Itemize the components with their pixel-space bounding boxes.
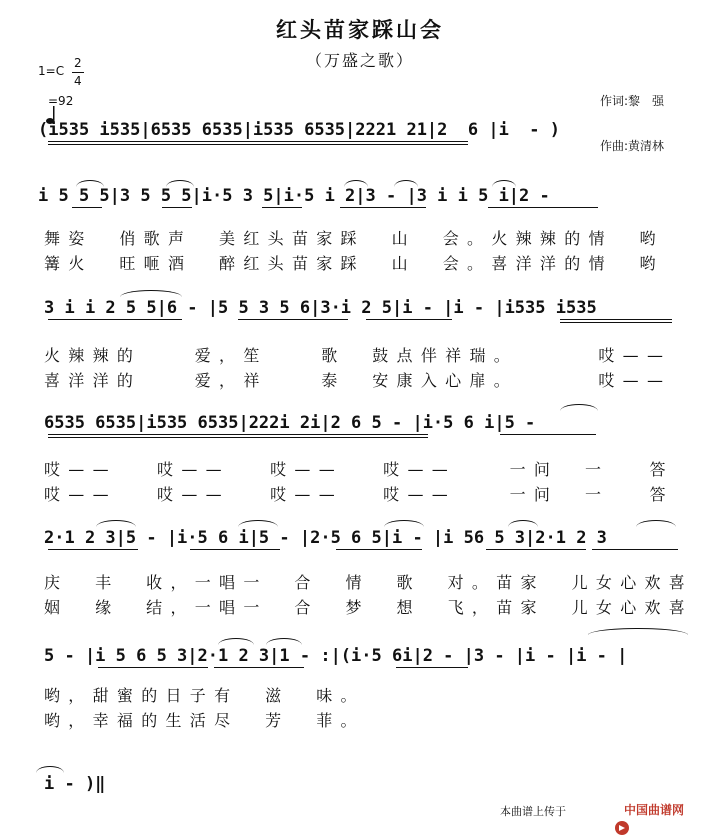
time-signature-top: 2 <box>74 56 82 70</box>
score-title: 红头苗家踩山会 <box>276 18 444 42</box>
credits <box>600 64 664 169</box>
notation-line-4: 6535 6535|i535 6535|222i 2i|2 6 5 - |i·5 6 i|5 - <box>44 413 546 433</box>
notation-line-2: i 5 5 5|3 5 5 5|i·5 3 5|i·5 i 2|3 - |3 i i 5 i|2 - <box>38 186 560 206</box>
lyric-line-3-verse-2: 喜洋洋的 爱，祥 泰 安康入心扉。 哎—— <box>44 371 672 390</box>
composer-credit: 作曲:黄清林 <box>600 139 665 153</box>
lyric-line-6-verse-1: 哟，甜蜜的日子有 滋 味。 <box>44 686 365 705</box>
notation-line-6: 5 - |i 5 6 5 3|2·1 2 3|1 - :|(i·5 6i|2 - |3 - |i - |i - | <box>44 646 628 666</box>
score-subtitle: （万盛之歌） <box>305 51 414 70</box>
key-signature: 1=C <box>38 64 65 78</box>
lyric-line-3-verse-1: 火辣辣的 爱，笙 歌 鼓点伴祥瑞。 哎—— <box>44 346 672 365</box>
notation-line-7: i - )‖ <box>44 774 106 794</box>
site-logo[interactable]: 中国曲谱网 <box>624 803 685 817</box>
lyricist-credit: 作词:黎 强 <box>600 94 665 108</box>
notation-line-1: (i535 i535|6535 6535|i535 6535|2221 21|2 6 |i - ) <box>38 120 560 140</box>
time-signature-divider <box>72 72 84 73</box>
tempo-marking: =92 <box>48 94 74 108</box>
lyric-line-2-verse-2: 篝火 旺咂酒 醉红头苗家踩 山 会。喜洋洋的情 哟 <box>44 254 664 273</box>
lyric-line-4-verse-1: 哎—— 哎—— 哎—— 哎—— 一问 一 答 <box>44 460 674 479</box>
lyric-line-4-verse-2: 哎—— 哎—— 哎—— 哎—— 一问 一 答 <box>44 485 674 504</box>
lyric-line-5-verse-2: 姻 缘 结，一唱一 合 梦 想 飞，苗家 儿女心欢喜 <box>44 598 694 617</box>
lyric-line-6-verse-2: 哟，幸福的生活尽 芳 菲。 <box>44 711 365 730</box>
upload-note: 本曲谱上传于 <box>500 805 566 818</box>
notation-line-5: 2·1 2 3|5 - |i·5 6 i|5 - |2·5 6 5|i - |i 56 5 3|2·1 2 3 <box>44 528 607 548</box>
notation-line-3: 3 i i 2 5 5|6 - |5 5 3 5 6|3·i 2 5|i - |i - |i535 i535 <box>44 298 597 318</box>
lyric-line-5-verse-1: 庆 丰 收，一唱一 合 情 歌 对。苗家 儿女心欢喜 <box>44 573 694 592</box>
lyric-line-2-verse-1: 舞姿 俏歌声 美红头苗家踩 山 会。火辣辣的情 哟 <box>44 229 664 248</box>
time-signature-bottom: 4 <box>74 74 82 88</box>
